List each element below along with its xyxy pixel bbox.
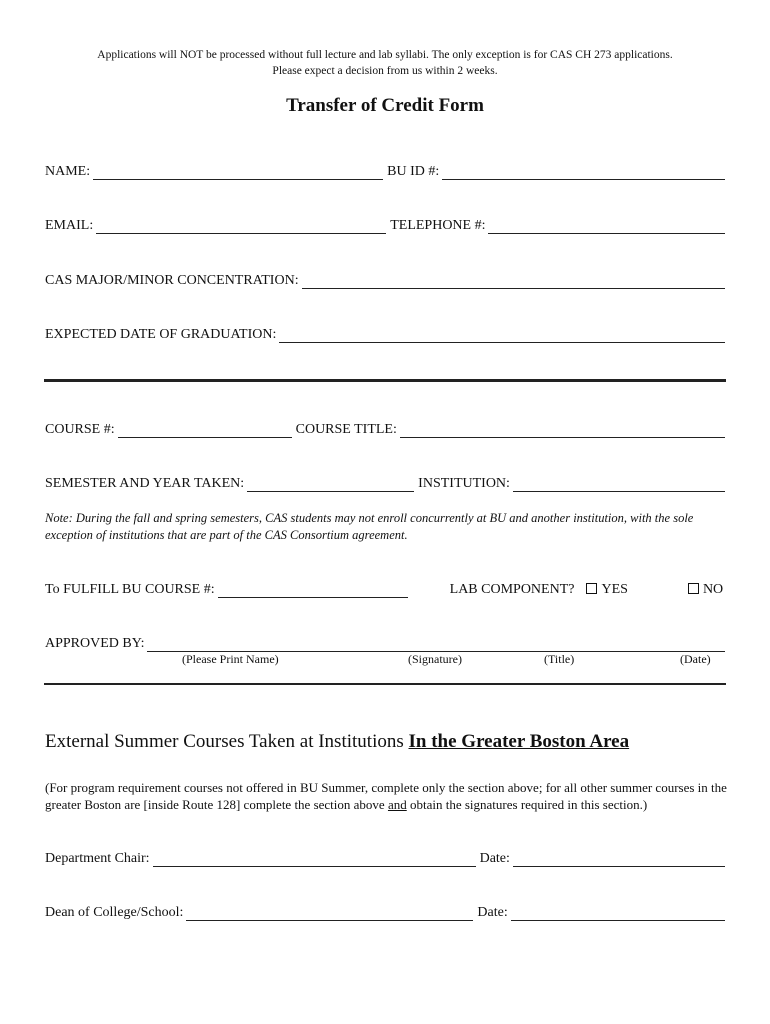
email-label: EMAIL:	[45, 218, 94, 233]
no-checkbox[interactable]	[688, 583, 699, 594]
course-title-label: COURSE TITLE:	[295, 422, 397, 437]
instructions-part-2: obtain the signatures required in this section.)	[406, 797, 648, 812]
department-chair-label: Department Chair:	[45, 851, 150, 866]
graduation-label: EXPECTED DATE OF GRADUATION:	[45, 327, 277, 342]
heading-emphasis: In the Greater Boston Area	[408, 731, 630, 752]
fulfill-label: To FULFILL BU COURSE #:	[45, 582, 215, 597]
name-label: NAME:	[45, 164, 91, 179]
fulfill-field[interactable]	[218, 584, 408, 598]
telephone-label: TELEPHONE #:	[390, 218, 486, 233]
approval-divider	[44, 683, 726, 685]
lab-no-option[interactable]	[688, 582, 723, 598]
print-name-caption: (Please Print Name)	[182, 652, 279, 666]
telephone-field[interactable]	[488, 220, 725, 234]
no-label: NO	[702, 582, 724, 597]
graduation-row	[45, 325, 725, 343]
chair-date-field[interactable]	[513, 853, 725, 867]
submission-notice	[0, 47, 770, 79]
semester-label: SEMESTER AND YEAR TAKEN:	[45, 476, 245, 491]
course-number-label: COURSE #:	[45, 422, 115, 437]
department-chair-field[interactable]	[153, 853, 476, 867]
major-row	[45, 271, 725, 289]
chair-date-label: Date:	[479, 851, 510, 866]
concurrent-enrollment-note: Note: During the fall and spring semesters, CAS students may not enroll concurrently at BU and another institution, with the sole exception of institutions that are part of the CAS Consortium agreement.	[45, 511, 694, 542]
summer-section-heading	[45, 731, 629, 753]
dean-label: Dean of College/School:	[45, 905, 184, 920]
course-row	[45, 420, 725, 438]
dean-row	[45, 903, 725, 921]
date-caption: (Date)	[680, 652, 711, 666]
approved-by-label: APPROVED BY:	[45, 636, 145, 651]
notice-line-1: Applications will NOT be processed without full lecture and lab syllabi. The only exception is for CAS CH 273 applications.	[97, 49, 673, 61]
name-row	[45, 162, 725, 180]
section-divider	[44, 379, 726, 382]
major-label: CAS MAJOR/MINOR CONCENTRATION:	[45, 273, 299, 288]
chair-row	[45, 849, 725, 867]
email-field[interactable]	[96, 220, 386, 234]
semester-row	[45, 474, 725, 492]
email-row	[45, 216, 725, 234]
yes-label: YES	[601, 582, 628, 597]
lab-yes-option[interactable]	[586, 582, 627, 598]
instructions-part-1: (For program requirement courses not offered in BU Summer, complete only the section above; for all other summer courses in the greater Boston are [inside Route 128] complete the section above	[45, 780, 727, 812]
instructions-and: and	[387, 797, 407, 812]
course-title-field[interactable]	[400, 424, 725, 438]
notice-line-2: Please expect a decision from us within 2 weeks.	[272, 65, 498, 77]
approved-row	[45, 634, 725, 652]
institution-field[interactable]	[513, 478, 725, 492]
buid-label: BU ID #:	[387, 164, 440, 179]
dean-date-field[interactable]	[511, 907, 725, 921]
graduation-field[interactable]	[279, 329, 725, 343]
dean-field[interactable]	[186, 907, 473, 921]
heading-prefix: External Summer Courses Taken at Institutions	[45, 731, 409, 752]
approved-by-field[interactable]	[147, 638, 725, 652]
buid-field[interactable]	[442, 166, 725, 180]
title-caption: (Title)	[544, 652, 575, 666]
yes-checkbox[interactable]	[586, 583, 597, 594]
summer-instructions	[45, 779, 735, 813]
course-number-field[interactable]	[118, 424, 292, 438]
form-title: Transfer of Credit Form	[286, 95, 484, 116]
dean-date-label: Date:	[477, 905, 508, 920]
semester-field[interactable]	[247, 478, 414, 492]
signature-caption: (Signature)	[408, 652, 462, 666]
name-field[interactable]	[93, 166, 383, 180]
major-field[interactable]	[302, 275, 725, 289]
lab-component-label: LAB COMPONENT?	[449, 582, 575, 597]
fulfill-row	[45, 580, 725, 598]
institution-label: INSTITUTION:	[418, 476, 510, 491]
